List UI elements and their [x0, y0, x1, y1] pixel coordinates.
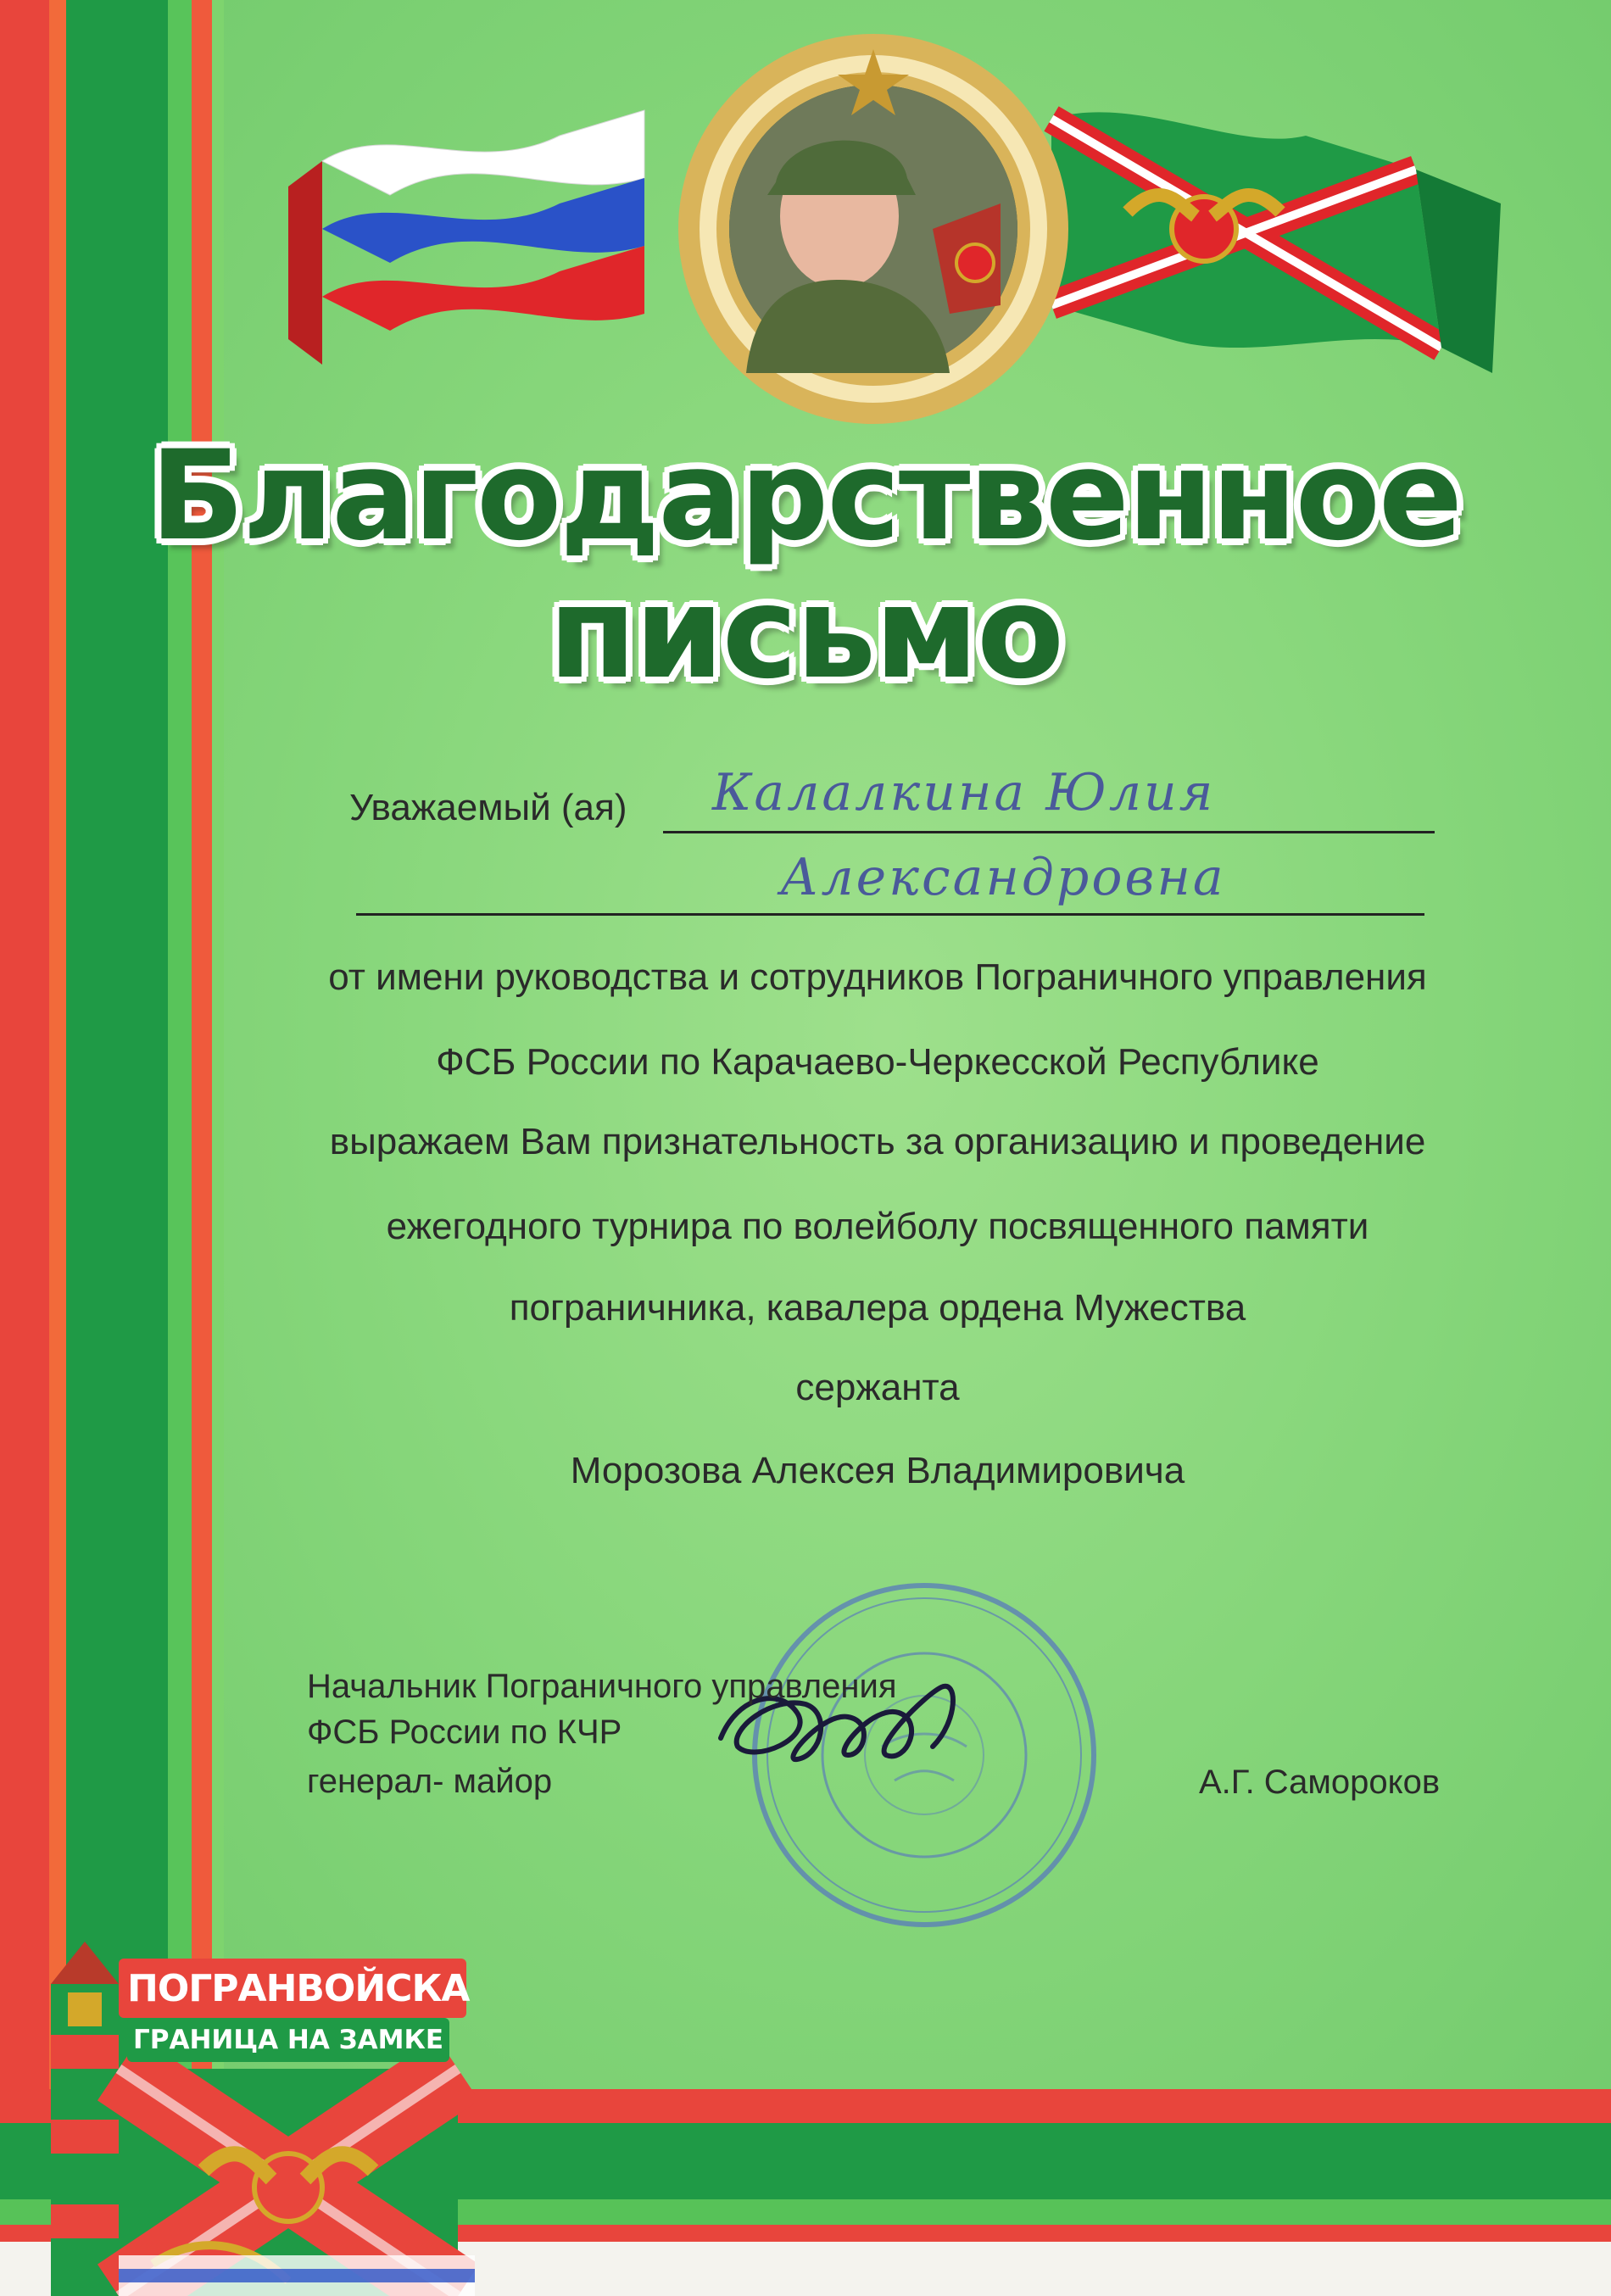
body-line-5: пограничника, кавалера ордена Мужества — [509, 1287, 1246, 1329]
signer-rank: генерал- майор — [307, 1763, 553, 1800]
body-line-6: сержанта — [795, 1367, 960, 1408]
russian-flag-ribbon — [288, 110, 644, 365]
body-line-2: ФСБ России по Карачаево-Черкесской Республике — [436, 1041, 1319, 1083]
body-line-4: ежегодного турнира по волейболу посвященного памяти — [386, 1206, 1369, 1247]
signer-position-line2: ФСБ России по КЧР — [307, 1714, 622, 1751]
addressee-name-line1: Калалкина Юлия — [712, 763, 1216, 822]
addressee-name-line2: Александровна — [780, 848, 1226, 907]
medallion-photo — [678, 34, 1068, 424]
addressee-label: Уважаемый (ая) — [349, 787, 627, 828]
addressee-underline2 — [356, 913, 1424, 916]
title-line1: Благодарственное — [150, 424, 1461, 568]
badge-title: ПОГРАНВОЙСКА — [127, 1967, 470, 2010]
badge-subtitle: ГРАНИЦА НА ЗАМКЕ — [132, 2025, 443, 2055]
body-line-3: выражаем Вам признательность за организацию и проведение — [329, 1121, 1426, 1162]
border-post-graphic — [34, 1908, 475, 2296]
header-emblem — [288, 34, 1526, 424]
border-guard-flag-ribbon — [1051, 112, 1501, 373]
body-line-7: Морозова Алексея Владимировича — [570, 1450, 1185, 1491]
addressee-underline1 — [663, 831, 1435, 833]
body-line-1: от имени руководства и сотрудников Пограничного управления — [328, 956, 1427, 998]
border-post-badge — [34, 1908, 475, 2296]
signer-position-line1: Начальник Пограничного управления — [307, 1668, 897, 1705]
signer-name: А.Г. Самороков — [1199, 1764, 1441, 1801]
title-line2: письмо — [548, 560, 1063, 707]
